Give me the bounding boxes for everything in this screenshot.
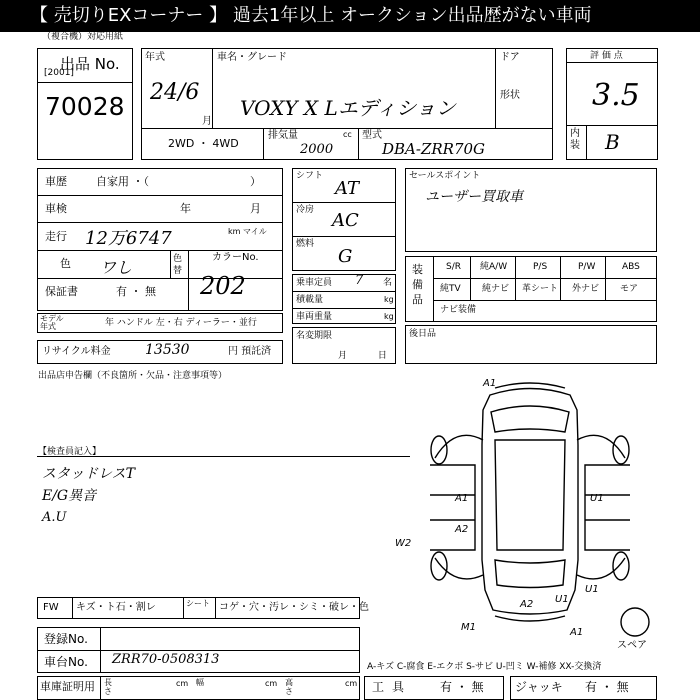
chassis-label: 車台No. (44, 655, 88, 669)
lot-sub: [2001] (44, 68, 74, 78)
interior-label: 内装 (570, 128, 580, 151)
damage-mark-left-1: A1 (455, 493, 469, 504)
cert-cm-1: cm (176, 679, 189, 688)
equipment-item: ナビ装備 (440, 305, 477, 315)
cert-label: 車庫証明用 (40, 680, 95, 693)
damage-mark-rear-right-2: U1 (555, 594, 569, 605)
equipment-item: S/R (446, 262, 461, 272)
inspector-note-3: A.U (42, 510, 67, 525)
chassis-value: ZRR70-0508313 (112, 652, 220, 667)
year-label: 年式 (145, 52, 165, 63)
name-value: VOXY X Lエディション (240, 96, 456, 120)
name-label: 車名・グレード (217, 52, 287, 63)
capacity-unit: 名 (383, 278, 393, 288)
equipment-item: 純A/W (480, 262, 508, 272)
history-close: ） (250, 175, 261, 188)
weight-unit: kg (384, 312, 394, 321)
warranty-options: 有 ・ 無 (116, 285, 156, 298)
color-label: 色 (60, 257, 71, 270)
banner-text: 【 売切りEXコーナー 】 過去1年以上 オークション出品歴がない車両 (30, 5, 592, 26)
declaration-label: 出品店申告欄（不良箇所・欠品・注意事項等） (38, 371, 228, 381)
capacity-label: 乗車定員 (296, 278, 333, 288)
shape-label: 形状 (500, 90, 520, 101)
displacement-value: 2000 (300, 142, 334, 157)
fuel-label: 燃料 (296, 239, 315, 249)
displacement-label: 排気量 (268, 130, 298, 141)
sales-value: ユーザー買取車 (425, 189, 523, 205)
color-change-label: 色替 (173, 254, 183, 276)
spare-label: スペア (617, 640, 647, 650)
capacity-value: 7 (355, 273, 364, 288)
inspector-note-2: E/G異音 (42, 488, 97, 504)
damage-mark-rear-left: M1 (461, 622, 476, 633)
date-box (405, 325, 657, 364)
equipment-item: 純ナビ (482, 284, 510, 294)
damage-mark-rear: A2 (520, 599, 534, 610)
date-label: 後日品 (409, 329, 437, 339)
fw-label: FW (43, 602, 59, 613)
equipment-item: 革シート (522, 284, 559, 294)
reg-label: 登録No. (44, 632, 88, 646)
recycle-value: 13530 (145, 342, 190, 358)
equipment-item: 純TV (440, 284, 461, 294)
cc-unit: cc (343, 130, 352, 139)
year-value: 24/6 (150, 80, 200, 105)
lot-label: 出品 No. (60, 55, 120, 73)
mileage-value: 12万6747 (85, 228, 172, 249)
damage-mark-rear-right: A1 (570, 627, 584, 638)
model-label: 型式 (362, 130, 382, 141)
color-value: ワし (100, 258, 133, 277)
ac-label: 冷房 (296, 205, 315, 215)
tools-label: 工具 (372, 680, 413, 694)
score-value: 3.5 (592, 78, 640, 113)
month-unit: 月 (202, 116, 212, 127)
equipment-item: モア (620, 284, 639, 294)
damage-mark-left-side: W2 (395, 538, 412, 549)
sales-label: セールスポイント (409, 171, 481, 181)
fw-text: キズ・ト石・割レ (76, 602, 156, 613)
tools-options: 有 ・ 無 (440, 680, 484, 694)
color-no-label: カラーNo. (212, 252, 259, 263)
door-label: ドア (500, 52, 520, 63)
jack-options: 有 ・ 無 (585, 680, 629, 694)
history-label: 車歴 (45, 175, 67, 188)
fuel-value: G (338, 246, 353, 267)
damage-codes: A-キズ C-腐食 E-エクボ S-サビ U-凹ミ W-補修 XX-交換済 (367, 662, 602, 672)
form-note: （複合機）対応用紙 (42, 32, 124, 42)
car-diagram (395, 370, 695, 650)
warranty-label: 保証書 (45, 285, 78, 298)
equipment-item: ABS (622, 262, 640, 272)
cert-cm-2: cm (265, 679, 278, 688)
shift-label: シフト (296, 171, 324, 181)
ac-value: AC (332, 210, 359, 231)
change-label: 名変期限 (296, 331, 333, 341)
inspector-title: 【検査員記入】 (38, 447, 102, 457)
interior-value: B (605, 130, 620, 154)
cert-length: 長さ (104, 678, 112, 696)
change-text: 月 日 (338, 351, 387, 361)
color-no-value: 202 (200, 272, 246, 300)
recycle-label: リサイクル料金 (42, 346, 111, 357)
cert-height: 高さ (285, 678, 293, 696)
cert-width: 幅 (196, 678, 204, 687)
cert-cm-3: cm (345, 679, 358, 688)
equipment-item: 外ナビ (572, 284, 600, 294)
model-year-label: モデル年式 (40, 314, 64, 331)
equipment-item: P/W (578, 262, 596, 272)
shift-value: AT (335, 178, 360, 199)
equip-label: 装備品 (412, 263, 423, 306)
load-unit: kg (384, 295, 394, 304)
mileage-unit: km マイル (228, 227, 267, 236)
lot-number: 70028 (45, 92, 125, 121)
inspection-label: 車検 (45, 202, 67, 215)
damage-mark-left-2: A2 (455, 524, 469, 535)
model-year-text: 年 ハンドル 左・右 ディーラー・並行 (105, 318, 257, 328)
inspection-year: 年 (180, 202, 191, 215)
damage-mark-right-2: U1 (585, 584, 599, 595)
weight-label: 車両重量 (296, 312, 333, 322)
recycle-unit: 円 預託済 (228, 346, 272, 357)
jack-label: ジャッキ (515, 680, 563, 694)
model-value: DBA-ZRR70G (382, 140, 486, 158)
equipment-item: P/S (533, 262, 548, 272)
sheet-label: シート (186, 599, 210, 608)
sheet-text: コゲ・穴・汚レ・シミ・破レ・色 (219, 602, 369, 613)
damage-mark-right-1: U1 (590, 493, 604, 504)
load-label: 積載量 (296, 295, 324, 305)
drive-label: 2WD ・ 4WD (168, 137, 239, 150)
inspection-month: 月 (250, 202, 261, 215)
score-label: 評 価 点 (590, 51, 623, 61)
history-value: 自家用 ・（ (96, 175, 149, 188)
mileage-label: 走行 (45, 230, 67, 243)
inspector-note-1: スタッドレスT (42, 466, 135, 482)
damage-mark-front: A1 (483, 378, 497, 389)
